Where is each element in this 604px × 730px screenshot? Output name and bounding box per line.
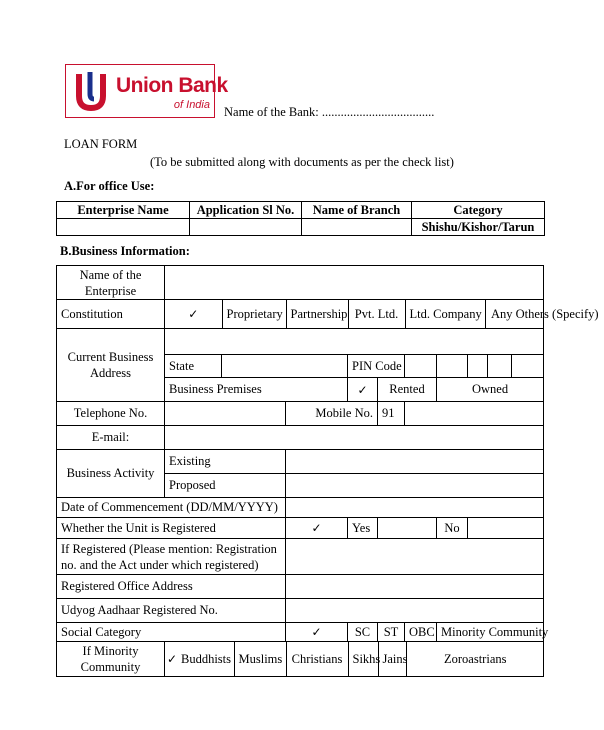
if-registered-field[interactable]: [286, 539, 544, 575]
application-sl-input[interactable]: [190, 219, 302, 236]
address-line-field[interactable]: [165, 329, 544, 355]
enterprise-name-input[interactable]: [57, 219, 190, 236]
application-sl-header: Application Sl No.: [190, 202, 302, 219]
constitution-ltd-company[interactable]: Ltd. Company: [405, 300, 485, 328]
branch-name-header: Name of Branch: [302, 202, 412, 219]
enterprise-name-label: Name of the Enterprise: [57, 266, 165, 300]
commencement-date-field[interactable]: [286, 498, 544, 518]
constitution-proprietary[interactable]: Proprietary: [222, 300, 286, 328]
minority-sikhs[interactable]: Sikhs: [348, 642, 378, 676]
email-field[interactable]: [165, 426, 544, 450]
registered-office-field[interactable]: [286, 575, 544, 599]
minority-muslims[interactable]: Muslims: [234, 642, 286, 676]
registered-yes[interactable]: Yes: [348, 518, 378, 539]
business-info-table: [56, 265, 599, 677]
pin-digit-3[interactable]: [468, 355, 488, 378]
minority-zoroastrians[interactable]: Zoroastrians: [406, 642, 544, 676]
minority-checkmark[interactable]: ✓: [166, 652, 177, 666]
registered-yes-box[interactable]: [378, 518, 437, 539]
branch-name-input[interactable]: [302, 219, 412, 236]
business-premises-label: Business Premises: [165, 378, 348, 402]
constitution-partnership[interactable]: Partnership: [286, 300, 348, 328]
social-minority[interactable]: Minority Community: [437, 623, 544, 642]
registered-no-box[interactable]: [468, 518, 544, 539]
registered-office-label: Registered Office Address: [57, 575, 286, 599]
unit-registered-label: Whether the Unit is Registered: [57, 518, 286, 539]
logo-bank-name: Union Bank: [116, 74, 228, 97]
pin-digit-5[interactable]: [512, 355, 544, 378]
social-checkmark[interactable]: ✓: [286, 623, 348, 642]
office-use-heading: A.For office Use:: [64, 179, 155, 193]
form-title: LOAN FORM: [64, 137, 138, 151]
mobile-prefix: 91: [378, 402, 405, 426]
constitution-options: [165, 300, 604, 328]
email-label: E-mail:: [57, 426, 165, 450]
state-label: State: [165, 355, 222, 378]
telephone-field[interactable]: [165, 402, 286, 426]
constitution-pvt-ltd[interactable]: Pvt. Ltd.: [348, 300, 405, 328]
social-category-label: Social Category: [57, 623, 286, 642]
pin-digit-2[interactable]: [437, 355, 468, 378]
registered-checkmark[interactable]: ✓: [286, 518, 348, 539]
office-use-table: [56, 201, 545, 236]
union-bank-u-icon: [70, 68, 114, 114]
udyog-aadhaar-label: Udyog Aadhaar Registered No.: [57, 599, 286, 623]
premises-checkmark[interactable]: ✓: [348, 378, 378, 402]
minority-options: [165, 642, 544, 676]
pin-code-label: PIN Code: [348, 355, 405, 378]
activity-existing-label: Existing: [165, 450, 286, 474]
enterprise-name-header: Enterprise Name: [57, 202, 190, 219]
minority-christians[interactable]: Christians: [286, 642, 348, 676]
social-sc[interactable]: SC: [348, 623, 378, 642]
telephone-label: Telephone No.: [57, 402, 165, 426]
business-activity-label: Business Activity: [57, 450, 165, 498]
union-bank-logo: [65, 64, 228, 118]
premises-owned[interactable]: Owned: [437, 378, 544, 402]
constitution-label: Constitution: [57, 300, 165, 329]
pin-digit-4[interactable]: [488, 355, 512, 378]
pin-digit-1[interactable]: [405, 355, 437, 378]
state-field[interactable]: [222, 355, 348, 378]
mobile-label: Mobile No.: [286, 402, 378, 426]
name-of-bank-field[interactable]: Name of the Bank: ....................................: [224, 105, 435, 119]
social-st[interactable]: ST: [378, 623, 405, 642]
constitution-others[interactable]: Any Others (Specify): [485, 300, 604, 328]
category-header: Category: [412, 202, 545, 219]
activity-proposed-field[interactable]: [286, 474, 544, 498]
activity-existing-field[interactable]: [286, 450, 544, 474]
minority-community-label: If Minority Community: [57, 642, 165, 677]
enterprise-name-field[interactable]: [165, 266, 544, 300]
social-obc[interactable]: OBC: [405, 623, 437, 642]
form-subtitle: (To be submitted along with documents as per the check list): [150, 155, 454, 169]
category-value[interactable]: Shishu/Kishor/Tarun: [412, 219, 545, 236]
current-address-label: Current Business Address: [57, 329, 165, 402]
udyog-aadhaar-field[interactable]: [286, 599, 544, 623]
if-registered-label: If Registered (Please mention: Registration no. and the Act under which registered): [57, 539, 286, 575]
business-info-heading: B.Business Information:: [60, 244, 190, 258]
minority-buddhists[interactable]: Buddhists: [177, 642, 234, 676]
registered-no[interactable]: No: [437, 518, 468, 539]
premises-rented[interactable]: Rented: [378, 378, 437, 402]
logo-subtext: of India: [173, 99, 210, 111]
mobile-field[interactable]: [405, 402, 544, 426]
activity-proposed-label: Proposed: [165, 474, 286, 498]
commencement-date-label: Date of Commencement (DD/MM/YYYY): [57, 498, 286, 518]
constitution-checkmark[interactable]: ✓: [165, 300, 222, 328]
minority-jains[interactable]: Jains: [378, 642, 406, 676]
